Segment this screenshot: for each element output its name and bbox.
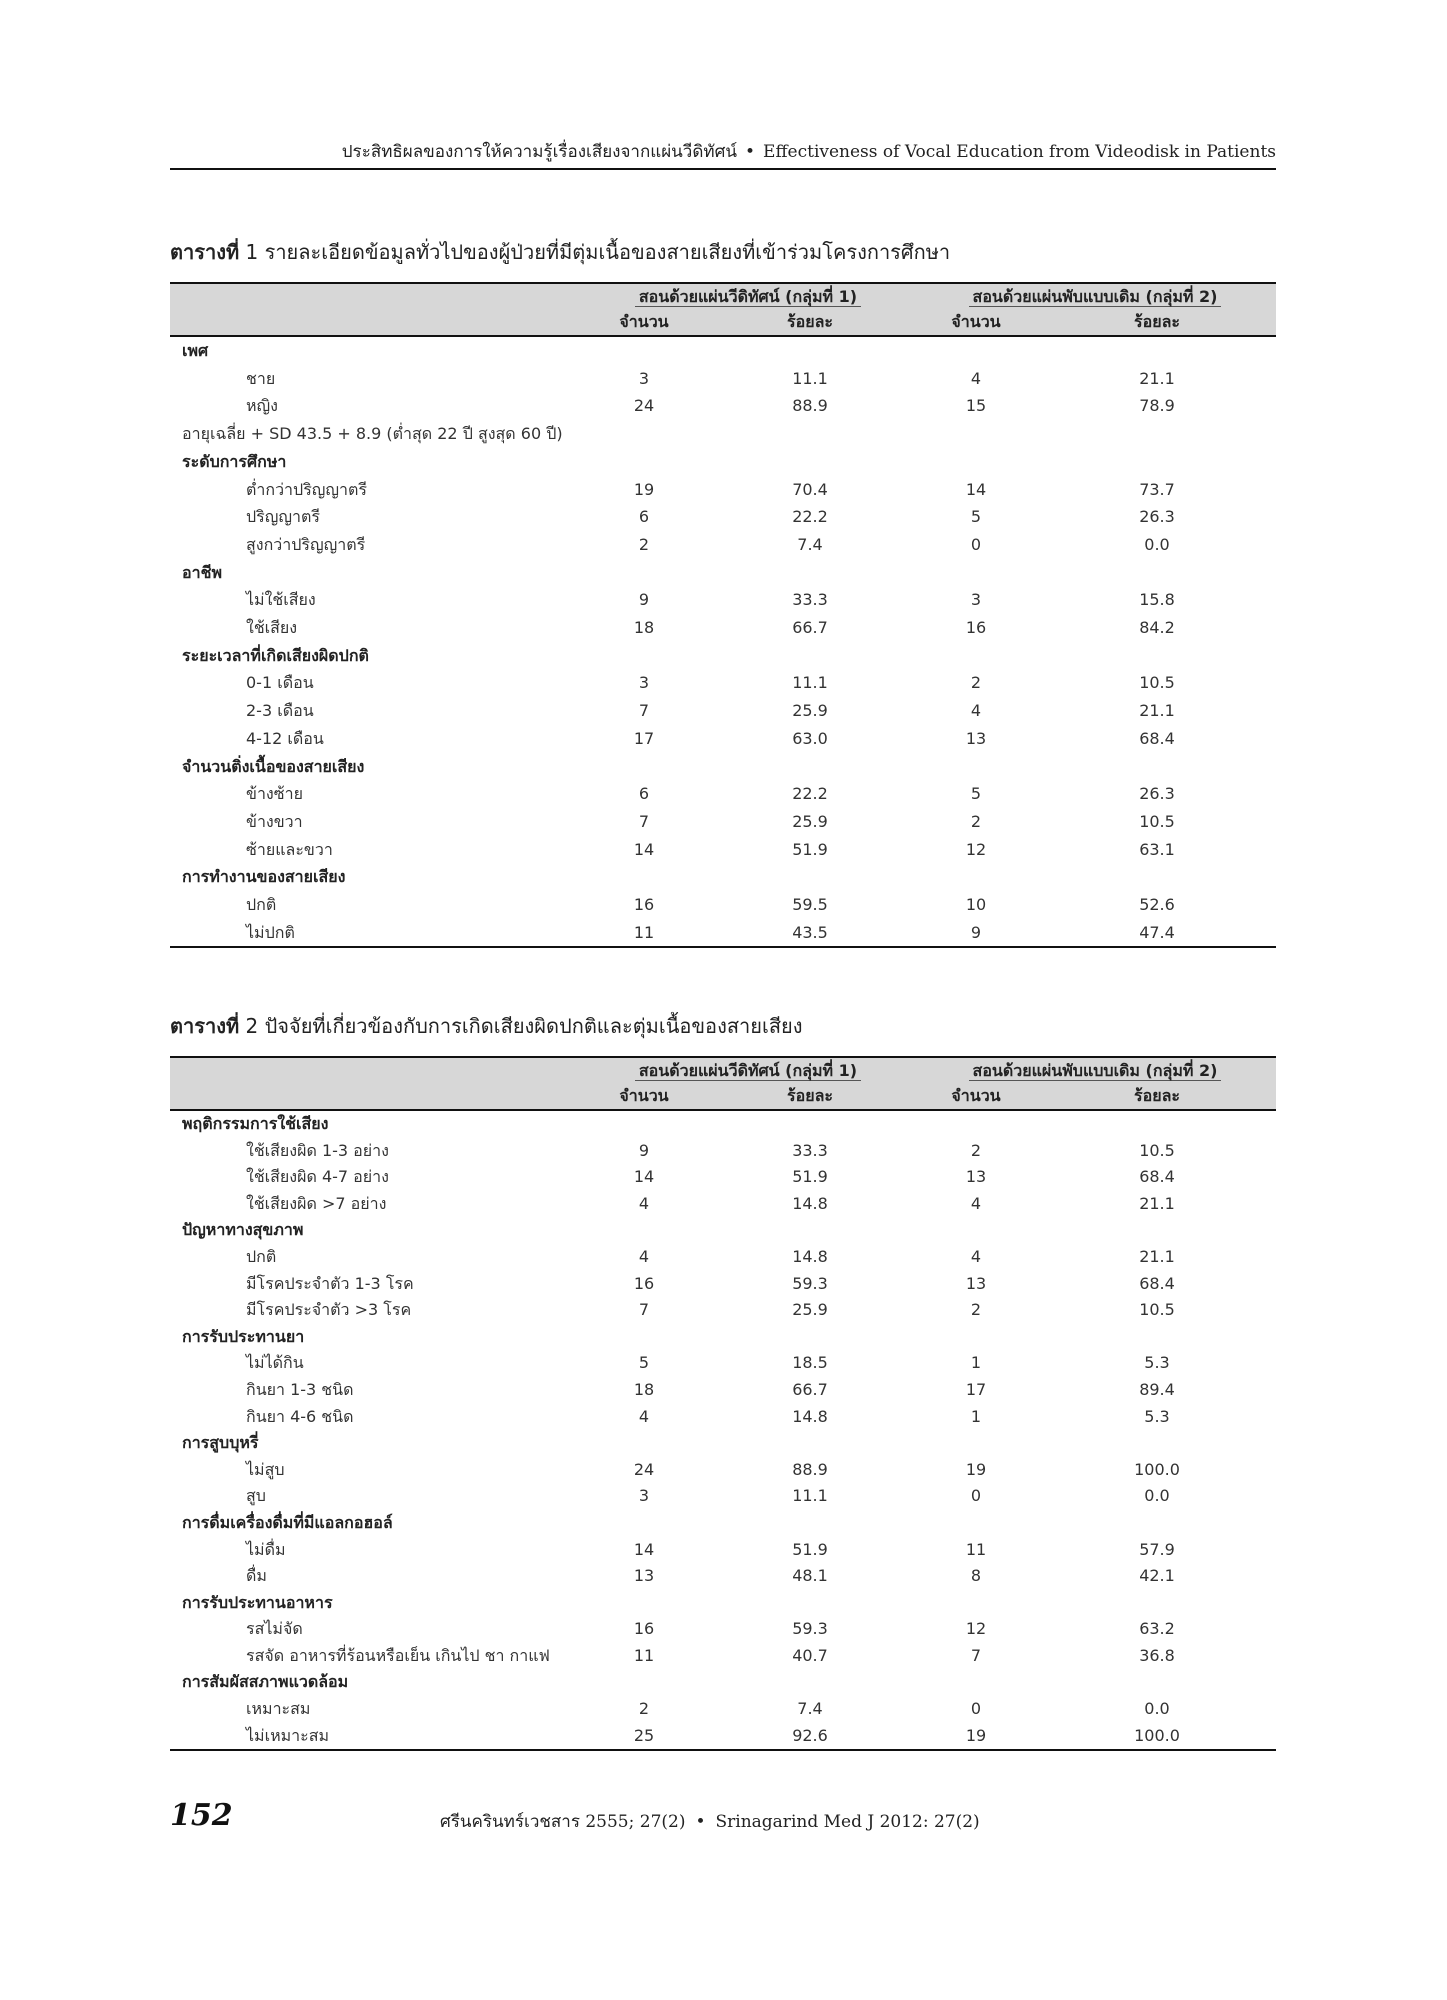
group1-count: 9 bbox=[638, 1140, 650, 1160]
group1-percent: 40.7 bbox=[792, 1645, 828, 1665]
group2-percent: 73.7 bbox=[1139, 479, 1175, 499]
group2-percent: 42.1 bbox=[1139, 1566, 1175, 1586]
group2-percent: 0.0 bbox=[1144, 1699, 1170, 1719]
table-row bbox=[170, 1377, 1276, 1404]
row-label: สูบ bbox=[246, 1486, 266, 1506]
group2-percent: 63.2 bbox=[1139, 1619, 1175, 1639]
category-label: เพศ bbox=[182, 341, 209, 360]
group2-percent: 57.9 bbox=[1139, 1539, 1175, 1559]
running-header bbox=[170, 138, 1276, 165]
table-row bbox=[170, 1138, 1276, 1165]
group1-count: 17 bbox=[633, 728, 655, 748]
group1-count: 19 bbox=[633, 479, 655, 499]
group2-count: 13 bbox=[965, 1273, 987, 1293]
group1-percent: 11.1 bbox=[792, 368, 828, 388]
group2-percent: 100.0 bbox=[1134, 1459, 1180, 1479]
row-label: ใช้เสียง bbox=[246, 618, 298, 638]
group2-percent: 68.4 bbox=[1139, 728, 1175, 748]
table-row bbox=[170, 1483, 1276, 1510]
group2-count: 4 bbox=[970, 1193, 982, 1213]
table2-count-header: จำนวน bbox=[582, 1084, 706, 1110]
group2-percent: 21.1 bbox=[1139, 1193, 1175, 1213]
group2-count: 10 bbox=[965, 895, 987, 915]
row-label: ไม่ปกติ bbox=[170, 919, 582, 948]
journal-thai: ศรีนครินทร์เวชสาร 2555; 27(2) bbox=[440, 1812, 686, 1832]
group1-percent: 22.2 bbox=[792, 784, 828, 804]
group2-count: 2 bbox=[970, 1140, 982, 1160]
group1-percent: 14.8 bbox=[792, 1246, 828, 1266]
table1-caption bbox=[170, 236, 1276, 268]
row-label: 2-3 เดือน bbox=[246, 701, 314, 721]
table1-percent-header: ร้อยละ bbox=[706, 310, 914, 336]
group1-count: 4 bbox=[638, 1246, 650, 1266]
group2-count: 19 bbox=[965, 1459, 987, 1479]
group2-count: 2 bbox=[970, 811, 982, 831]
table-row bbox=[170, 1457, 1276, 1484]
group2-percent: 10.5 bbox=[1139, 1140, 1175, 1160]
table-row bbox=[170, 1563, 1276, 1590]
group1-count: 5 bbox=[638, 1353, 650, 1373]
table1-body bbox=[170, 336, 1276, 947]
row-label: ข้างซ้าย bbox=[246, 784, 303, 804]
row-label: ไม่ใช้เสียง bbox=[246, 590, 316, 610]
group2-percent: 26.3 bbox=[1139, 507, 1175, 527]
row-label: กินยา 1-3 ชนิด bbox=[246, 1379, 354, 1399]
table-row bbox=[170, 503, 1276, 531]
group1-percent: 63.0 bbox=[792, 728, 828, 748]
table-row bbox=[170, 669, 1276, 697]
category-row bbox=[170, 1110, 1276, 1138]
group1-percent: 25.9 bbox=[792, 811, 828, 831]
row-label: ซ้ายและขวา bbox=[246, 839, 333, 859]
group2-percent: 36.8 bbox=[1139, 1645, 1175, 1665]
table-row bbox=[170, 1164, 1276, 1191]
category-row bbox=[170, 1510, 1276, 1537]
category-label: การดื่มเครื่องดื่มที่มีแอลกอฮอล์ bbox=[182, 1512, 393, 1532]
category-row bbox=[170, 1430, 1276, 1457]
row-label: รสจัด อาหารที่ร้อนหรือเย็น เกินไป ชา กาแฟ bbox=[246, 1645, 550, 1665]
category-row bbox=[170, 642, 1276, 670]
table-row bbox=[170, 365, 1276, 393]
table-row bbox=[170, 725, 1276, 753]
table1-percent-header: ร้อยละ bbox=[1038, 310, 1276, 336]
group1-count: 16 bbox=[633, 1619, 655, 1639]
group1-count: 14 bbox=[633, 1167, 655, 1187]
group2-count: 12 bbox=[965, 1619, 987, 1639]
table-row bbox=[170, 1696, 1276, 1723]
category-label: การรับประทานยา bbox=[182, 1326, 305, 1346]
category-row bbox=[170, 1590, 1276, 1617]
group1-count: 25 bbox=[582, 1723, 706, 1751]
category-label: การทำงานของสายเสียง bbox=[182, 867, 346, 887]
group2-count: 5 bbox=[970, 507, 982, 527]
category-label: ระยะเวลาที่เกิดเสียงผิดปกติ bbox=[182, 645, 369, 665]
category-label: พฤติกรรมการใช้เสียง bbox=[182, 1114, 329, 1133]
group1-percent: 66.7 bbox=[792, 618, 828, 638]
group2-count: 1 bbox=[970, 1353, 982, 1373]
group2-percent: 68.4 bbox=[1139, 1273, 1175, 1293]
group2-percent: 10.5 bbox=[1139, 811, 1175, 831]
table2-percent-header: ร้อยละ bbox=[1038, 1084, 1276, 1110]
category-label: อาชีพ bbox=[182, 562, 222, 582]
note-text: อายุเฉลี่ย + SD 43.5 + 8.9 (ต่ำสุด 22 ปี สูงสุด 60 ปี) bbox=[182, 424, 563, 444]
category-label: จำนวนติ่งเนื้อของสายเสียง bbox=[182, 756, 365, 776]
group2-count: 0 bbox=[970, 1699, 982, 1719]
group2-count: 17 bbox=[965, 1379, 987, 1399]
group1-percent: 59.5 bbox=[792, 895, 828, 915]
table2-stub-subheader bbox=[170, 1084, 582, 1110]
group1-percent: 18.5 bbox=[792, 1353, 828, 1373]
row-label: ไม่ดื่ม bbox=[246, 1539, 286, 1559]
category-label: ระดับการศึกษา bbox=[182, 451, 287, 471]
category-label: ปัญหาทางสุขภาพ bbox=[182, 1220, 304, 1240]
group1-count: 14 bbox=[633, 1539, 655, 1559]
group2-percent: 10.5 bbox=[1139, 673, 1175, 693]
group2-count: 1 bbox=[970, 1406, 982, 1426]
group1-count: 16 bbox=[633, 1273, 655, 1293]
group2-percent: 10.5 bbox=[1139, 1300, 1175, 1320]
row-label: ข้างขวา bbox=[246, 811, 303, 831]
group2-count: 13 bbox=[965, 728, 987, 748]
group1-count: 4 bbox=[638, 1193, 650, 1213]
table2-count-header: จำนวน bbox=[914, 1084, 1038, 1110]
group2-percent: 84.2 bbox=[1139, 618, 1175, 638]
group1-count: 7 bbox=[638, 701, 650, 721]
group1-percent: 33.3 bbox=[792, 1140, 828, 1160]
group1-count: 3 bbox=[638, 368, 650, 388]
group2-percent: 15.8 bbox=[1139, 590, 1175, 610]
table-row bbox=[170, 392, 1276, 420]
table-row bbox=[170, 1616, 1276, 1643]
header-bullet: • bbox=[745, 142, 756, 162]
table2-percent-header: ร้อยละ bbox=[706, 1084, 914, 1110]
header-thai-title: ประสิทธิผลของการให้ความรู้เรื่องเสียงจากแผ่นวีดิทัศน์ bbox=[341, 142, 738, 162]
group1-percent: 43.5 bbox=[706, 919, 914, 948]
page-number: 152 bbox=[170, 1798, 233, 1833]
row-label: กินยา 4-6 ชนิด bbox=[246, 1406, 354, 1426]
row-label: ดื่ม bbox=[246, 1566, 267, 1586]
row-label: ปกติ bbox=[246, 1246, 277, 1266]
journal-english: Srinagarind Med J 2012: 27(2) bbox=[715, 1812, 980, 1832]
row-label: ชาย bbox=[246, 368, 276, 388]
table-row bbox=[170, 697, 1276, 725]
row-label: เหมาะสม bbox=[246, 1699, 311, 1719]
table1-count-header: จำนวน bbox=[914, 310, 1038, 336]
group2-count: 13 bbox=[965, 1167, 987, 1187]
table-row bbox=[170, 1643, 1276, 1670]
row-label: ไม่ได้กิน bbox=[246, 1353, 304, 1373]
group2-percent: 78.9 bbox=[1139, 396, 1175, 416]
table-row bbox=[170, 1297, 1276, 1324]
journal-footer bbox=[440, 1808, 980, 1835]
group1-count: 16 bbox=[633, 895, 655, 915]
group2-percent: 52.6 bbox=[1139, 895, 1175, 915]
group1-count: 13 bbox=[633, 1566, 655, 1586]
group2-percent: 21.1 bbox=[1139, 368, 1175, 388]
row-label: 0-1 เดือน bbox=[246, 673, 314, 693]
table1-stub-header bbox=[170, 283, 582, 310]
table1-stub-subheader bbox=[170, 310, 582, 336]
table-row bbox=[170, 891, 1276, 919]
table-row bbox=[170, 780, 1276, 808]
group1-percent: 7.4 bbox=[797, 534, 823, 554]
group2-count: 3 bbox=[970, 590, 982, 610]
group1-percent: 22.2 bbox=[792, 507, 828, 527]
group1-count: 18 bbox=[633, 1379, 655, 1399]
header-english-title: Effectiveness of Vocal Education from Videodisk in Patients bbox=[763, 142, 1276, 162]
group2-count: 8 bbox=[970, 1566, 982, 1586]
group1-percent: 88.9 bbox=[792, 1459, 828, 1479]
footer-bullet: • bbox=[695, 1812, 706, 1832]
group2-percent: 68.4 bbox=[1139, 1167, 1175, 1187]
group2-count: 0 bbox=[970, 534, 982, 554]
group1-count: 14 bbox=[633, 839, 655, 859]
group1-percent: 59.3 bbox=[792, 1273, 828, 1293]
table-row bbox=[170, 808, 1276, 836]
category-label: การรับประทานอาหาร bbox=[182, 1592, 333, 1612]
group2-percent: 21.1 bbox=[1139, 1246, 1175, 1266]
row-label: มีโรคประจำตัว 1-3 โรค bbox=[246, 1273, 414, 1293]
group2-count: 7 bbox=[970, 1645, 982, 1665]
table-row bbox=[170, 1723, 1276, 1751]
group2-count: 4 bbox=[970, 1246, 982, 1266]
row-label: ใช้เสียงผิด 1-3 อย่าง bbox=[246, 1140, 389, 1160]
group2-percent: 5.3 bbox=[1144, 1406, 1170, 1426]
table2-group1-header: สอนด้วยแผ่นวีดิทัศน์ (กลุ่มที่ 1) bbox=[582, 1057, 914, 1084]
group1-count: 2 bbox=[638, 534, 650, 554]
table-row bbox=[170, 1350, 1276, 1377]
group1-count: 11 bbox=[633, 1645, 655, 1665]
group1-count: 9 bbox=[638, 590, 650, 610]
row-label: 4-12 เดือน bbox=[246, 728, 324, 748]
group2-percent: 21.1 bbox=[1139, 701, 1175, 721]
category-row bbox=[170, 336, 1276, 365]
group1-count: 6 bbox=[638, 507, 650, 527]
header-rule bbox=[170, 168, 1276, 170]
table-row bbox=[170, 919, 1276, 948]
table1-caption-label: ตารางที่ bbox=[170, 240, 240, 264]
group2-count: 11 bbox=[965, 1539, 987, 1559]
group1-count: 3 bbox=[638, 673, 650, 693]
group1-percent: 92.6 bbox=[706, 1723, 914, 1751]
group2-percent: 89.4 bbox=[1139, 1379, 1175, 1399]
table2-caption-text: 2 ปัจจัยที่เกี่ยวข้องกับการเกิดเสียงผิดปกติและตุ่มเนื้อของสายเสียง bbox=[245, 1014, 803, 1038]
group1-count: 24 bbox=[633, 1459, 655, 1479]
table-row bbox=[170, 531, 1276, 559]
table2-group2-header: สอนด้วยแผ่นพับแบบเดิม (กลุ่มที่ 2) bbox=[914, 1057, 1276, 1084]
table2 bbox=[170, 1056, 1276, 1751]
row-label: ไม่สูบ bbox=[246, 1459, 285, 1479]
group1-count: 4 bbox=[638, 1406, 650, 1426]
table-row bbox=[170, 1537, 1276, 1564]
row-label: ใช้เสียงผิด >7 อย่าง bbox=[246, 1193, 387, 1213]
table2-caption bbox=[170, 1010, 1276, 1042]
group2-count: 15 bbox=[965, 396, 987, 416]
group1-percent: 66.7 bbox=[792, 1379, 828, 1399]
group1-percent: 48.1 bbox=[792, 1566, 828, 1586]
group1-count: 24 bbox=[633, 396, 655, 416]
table1-group2-header: สอนด้วยแผ่นพับแบบเดิม (กลุ่มที่ 2) bbox=[914, 283, 1276, 310]
group1-percent: 25.9 bbox=[792, 1300, 828, 1320]
group1-percent: 59.3 bbox=[792, 1619, 828, 1639]
category-label: การสูบบุหรี่ bbox=[182, 1433, 259, 1453]
category-row bbox=[170, 448, 1276, 476]
group1-count: 6 bbox=[638, 784, 650, 804]
table1-caption-text: 1 รายละเอียดข้อมูลทั่วไปของผู้ป่วยที่มีตุ่มเนื้อของสายเสียงที่เข้าร่วมโครงการศึกษา bbox=[245, 240, 951, 264]
table2-caption-label: ตารางที่ bbox=[170, 1014, 240, 1038]
row-label: รสไม่จัด bbox=[246, 1619, 303, 1639]
group1-percent: 51.9 bbox=[792, 839, 828, 859]
group2-count: 2 bbox=[970, 1300, 982, 1320]
table-row bbox=[170, 586, 1276, 614]
group1-count: 7 bbox=[638, 811, 650, 831]
category-row bbox=[170, 1324, 1276, 1351]
group2-percent: 100.0 bbox=[1038, 1723, 1276, 1751]
group2-percent: 63.1 bbox=[1139, 839, 1175, 859]
group2-count: 2 bbox=[970, 673, 982, 693]
group1-count: 2 bbox=[638, 1699, 650, 1719]
group2-percent: 26.3 bbox=[1139, 784, 1175, 804]
category-row bbox=[170, 753, 1276, 781]
row-label: ไม่เหมาะสม bbox=[170, 1723, 582, 1751]
table2-stub-header bbox=[170, 1057, 582, 1084]
row-label: มีโรคประจำตัว >3 โรค bbox=[246, 1300, 412, 1320]
table-row bbox=[170, 476, 1276, 504]
group1-percent: 25.9 bbox=[792, 701, 828, 721]
row-label: ใช้เสียงผิด 4-7 อย่าง bbox=[246, 1167, 389, 1187]
group1-percent: 14.8 bbox=[792, 1406, 828, 1426]
table1 bbox=[170, 282, 1276, 948]
group1-count: 7 bbox=[638, 1300, 650, 1320]
group2-percent: 0.0 bbox=[1144, 1486, 1170, 1506]
row-label: หญิง bbox=[246, 396, 278, 416]
group2-count: 12 bbox=[965, 839, 987, 859]
group1-percent: 70.4 bbox=[792, 479, 828, 499]
note-row bbox=[170, 420, 1276, 448]
group1-percent: 88.9 bbox=[792, 396, 828, 416]
group2-count: 14 bbox=[965, 479, 987, 499]
group1-percent: 11.1 bbox=[792, 1486, 828, 1506]
group2-count: 4 bbox=[970, 368, 982, 388]
row-label: ต่ำกว่าปริญญาตรี bbox=[246, 479, 368, 499]
table2-body bbox=[170, 1110, 1276, 1750]
category-row bbox=[170, 1669, 1276, 1696]
category-label: การสัมผัสสภาพแวดล้อม bbox=[182, 1672, 349, 1692]
group2-count: 9 bbox=[914, 919, 1038, 948]
table-row bbox=[170, 1244, 1276, 1271]
table-row bbox=[170, 836, 1276, 864]
table-row bbox=[170, 1271, 1276, 1298]
table1-group1-header: สอนด้วยแผ่นวีดิทัศน์ (กลุ่มที่ 1) bbox=[582, 283, 914, 310]
group1-percent: 33.3 bbox=[792, 590, 828, 610]
category-row bbox=[170, 1217, 1276, 1244]
group2-count: 4 bbox=[970, 701, 982, 721]
row-label: สูงกว่าปริญญาตรี bbox=[246, 534, 366, 554]
group1-count: 18 bbox=[633, 618, 655, 638]
group2-percent: 47.4 bbox=[1038, 919, 1276, 948]
group1-percent: 14.8 bbox=[792, 1193, 828, 1213]
category-row bbox=[170, 863, 1276, 891]
group1-percent: 11.1 bbox=[792, 673, 828, 693]
table-row bbox=[170, 614, 1276, 642]
row-label: ปกติ bbox=[246, 895, 277, 915]
row-label: ปริญญาตรี bbox=[246, 507, 320, 527]
group1-percent: 51.9 bbox=[792, 1539, 828, 1559]
group2-count: 19 bbox=[914, 1723, 1038, 1751]
group1-count: 3 bbox=[638, 1486, 650, 1506]
group2-percent: 0.0 bbox=[1144, 534, 1170, 554]
table-row bbox=[170, 1404, 1276, 1431]
category-row bbox=[170, 559, 1276, 587]
group2-count: 16 bbox=[965, 618, 987, 638]
group1-percent: 7.4 bbox=[797, 1699, 823, 1719]
group2-percent: 5.3 bbox=[1144, 1353, 1170, 1373]
table-row bbox=[170, 1191, 1276, 1218]
group2-count: 0 bbox=[970, 1486, 982, 1506]
group2-count: 5 bbox=[970, 784, 982, 804]
group1-percent: 51.9 bbox=[792, 1167, 828, 1187]
table1-count-header: จำนวน bbox=[582, 310, 706, 336]
group1-count: 11 bbox=[582, 919, 706, 948]
